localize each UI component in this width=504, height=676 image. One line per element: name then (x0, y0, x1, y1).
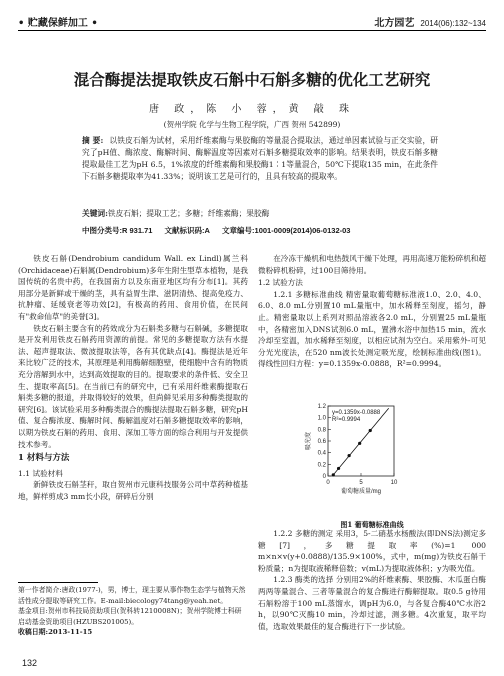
document-code: 文献标识码:A (164, 226, 210, 235)
running-header (18, 10, 486, 30)
footnote-fund: 基金项目:贺州市科技局资助项目(贺科转1210008N)；贺州学院博士科研启动基金资助项目(HZUBS201005)。 (18, 607, 242, 626)
standard-curve-chart (302, 402, 402, 497)
data-point (337, 467, 340, 470)
figure-caption: 图1 葡萄糖标准曲线 (340, 520, 404, 529)
y-tick-label: 1.2 (317, 404, 326, 410)
fit-equation-label: y=0.1359x-0.0888 (332, 410, 381, 416)
data-point (358, 442, 361, 445)
data-point (348, 454, 351, 457)
keywords (82, 208, 269, 219)
intro-paragraph-2: 铁皮石斛主要含有的药效成分为石斛类多糖与石斛碱，多糖提取是开发利用铁皮石斛药用资源的前提。常见的多糖提取方法有水提法、超声提取法、微波提取法等，各有其优缺点[4]。酶提法是近年来比较广泛的技术，其原理是利用酶解细胞壁，使细胞中含有的物质充分溶解到水中，达到高效提取的目的。提取要求的条件低、安全卫生、提取率高[5]。在当前已有的研究中，已有采用纤维素酶提取石斛类多糖的报道，并取得较好的效果，但尚鲜见采用多种酶类提取的研究[6]。该试验采用多种酶类混合的酶提法提取石斛多糖，研究pH值、复合酶浓度、酶解时间、酶解温度对石斛多糖提取效率的影响，以期为铁皮石斛的药用、食用、深加工等方面的综合利用与开发提供技术参考。 (18, 323, 248, 449)
abstract-label: 摘 要: (82, 136, 104, 145)
materials-paragraph: 新鲜铁皮石斛茎秆，取自贺州市元康科技服务公司中草药种植基地，鲜样剪成3 mm长小段，研碎后分别 (18, 480, 248, 501)
section-label: • 贮藏保鲜加工 • (18, 18, 98, 29)
y-tick-label: 0.4 (317, 450, 326, 457)
data-point (369, 429, 372, 432)
y-tick-label: 0.2 (317, 462, 326, 469)
standard-curve-paragraph: 1.2.1 多糖标准曲线 精密量取葡萄糖标准液1.0、2.0、4.0、6.0、8.0 mL分别置10 mL量瓶中，加水稀释至刻度，摇匀，静止。精密量取以上系列对照品溶液各2.0 mL，分别置25 mL量瓶中，各精密加入DNS试剂6.0 mL，置沸水浴中加热15 min，流水冷却至室温，加水稀释至刻度，以相应试剂为空白。采用紫外-可见分光光度法，在520 nm波长处测定吸光度，绘制标准曲线(图1)。得线性回归方程：y=0.1359x-0.0888，R²=0.9994。 (258, 289, 486, 369)
header-rule (18, 30, 486, 31)
method-continuation: 在冷冻干燥机和电热鼓风干燥下处理，再用高速万能粉碎机和超微粉碎机粉碎，过100目筛待用。 (258, 254, 486, 275)
y-tick-label: 0 (322, 474, 326, 480)
left-column (18, 253, 248, 502)
authors: 唐 政，陈 小 蓉，黄 敲 珠 (149, 104, 355, 115)
y-tick-label: 0.8 (317, 427, 326, 434)
x-axis-label: 葡萄糖质量/mg (340, 489, 382, 495)
polysaccharide-assay-paragraph: 1.2.2 多糖的测定 采用3，5-二硝基水杨酸法(即DNS法)测定多糖[7]，多糖提取率(%)=1 000 m×n×v(y+0.0888)/135.9×100%，式中，m(mg)为铁皮石斛干粉质量；n为提取液稀释倍数；v(mL)为提取液体积；y为吸光值。 (258, 529, 486, 573)
journal-name: 北方园艺 (374, 18, 415, 29)
clc-number: 中图分类号:R 931.71 (82, 226, 153, 235)
right-column-lower (258, 528, 486, 632)
footnote-rule (18, 582, 98, 583)
subsection-heading-1-2: 1.2 试验方法 (258, 278, 303, 288)
y-tick-label: 1.0 (317, 415, 326, 422)
classification-line (82, 225, 360, 236)
page-number: 132 (22, 658, 38, 668)
data-point (332, 473, 335, 476)
x-tick-label: 5 (359, 480, 363, 486)
affiliation: (贺州学院 化学与生物工程学院，广西 贺州 542899) (163, 120, 341, 129)
footnotes (18, 585, 248, 638)
y-tick-label: 0.6 (317, 439, 326, 445)
intro-paragraph-1: 铁皮石斛(Dendrobium candidum Wall. ex Lindl)属兰科(Orchidaceae)石斛属(Dendrobium)多年生附生型草本植物，是我国传统的名贵中药，在我国南方以及东南亚地区均有分布[1]。其药用部分是新鲜或干燥的茎，具有益胃生津、滋阴清热、提高免疫力、抗肿瘤、延缓衰老等功效[2]，有极高的药用、食用价值，在民间有"救命仙草"的美誉[3]。 (18, 254, 248, 321)
r-squared-label: R²=0.9994 (332, 417, 361, 423)
y-axis-label: 吸光度 (306, 431, 312, 451)
subsection-heading-1-1: 1.1 试验材料 (18, 468, 63, 478)
standard-curve-figure (302, 402, 402, 497)
x-tick-label: 0 (326, 480, 330, 486)
keywords-text: 铁皮石斛；提取工艺；多糖；纤维素酶；果胶酶 (107, 209, 270, 218)
enzyme-selection-paragraph: 1.2.3 酶类的选择 分别用2%的纤维素酶、果胶酶、木瓜蛋白酶两两等量混合、三者等量混合的复合酶进行酶解提取。取0.5 g待用石斛粉溶于100 mL蒸馏水，调pH为6.0，与各复合酶40℃水浴2 h，以90℃灭酶10 min，冷却过滤，测多糖。4次重复，取平均值，选取效果最佳的复合酶进行下一步试验。 (258, 575, 486, 631)
article-title: 混合酶提法提取铁皮石斛中石斛多糖的优化工艺研究 (73, 70, 431, 89)
journal-info (374, 14, 486, 29)
section-heading-1: 1 材料与方法 (18, 453, 70, 464)
abstract (82, 135, 438, 183)
issue-info: 2014(06):132~134 (420, 19, 486, 28)
right-column (258, 253, 486, 370)
footnote-author: 第一作者简介:唐政(1977-)，男，博士，现主要从事作物生态学与植物天然活性成分提取等研究工作。E-mail:biecology74tang@yeah.net。 (18, 586, 246, 605)
article-number: 文章编号:1001-0009(2014)06-0132-03 (222, 226, 351, 235)
keywords-label: 关键词: (82, 209, 108, 218)
footnote-received-date: 收稿日期:2013-11-15 (18, 628, 93, 636)
abstract-text: 以铁皮石斛为试材，采用纤维素酶与果胶酶的等量混合提取法，通过单因素试验与正交实验，研究了pH值、酶浓度、酶解时间、酶解温度等因素对石斛多糖提取效率的影响。结果表明，铁皮石斛多糖提取最佳工艺为pH 6.5，1%浓度的纤维素酶和果胶酶1∶1等量混合，50℃下提取135 min，在此条件下石斛多糖提取率为41.33%；说明该工艺是可行的，且具有较高的提取率。 (82, 136, 438, 181)
x-tick-label: 10 (390, 480, 398, 486)
